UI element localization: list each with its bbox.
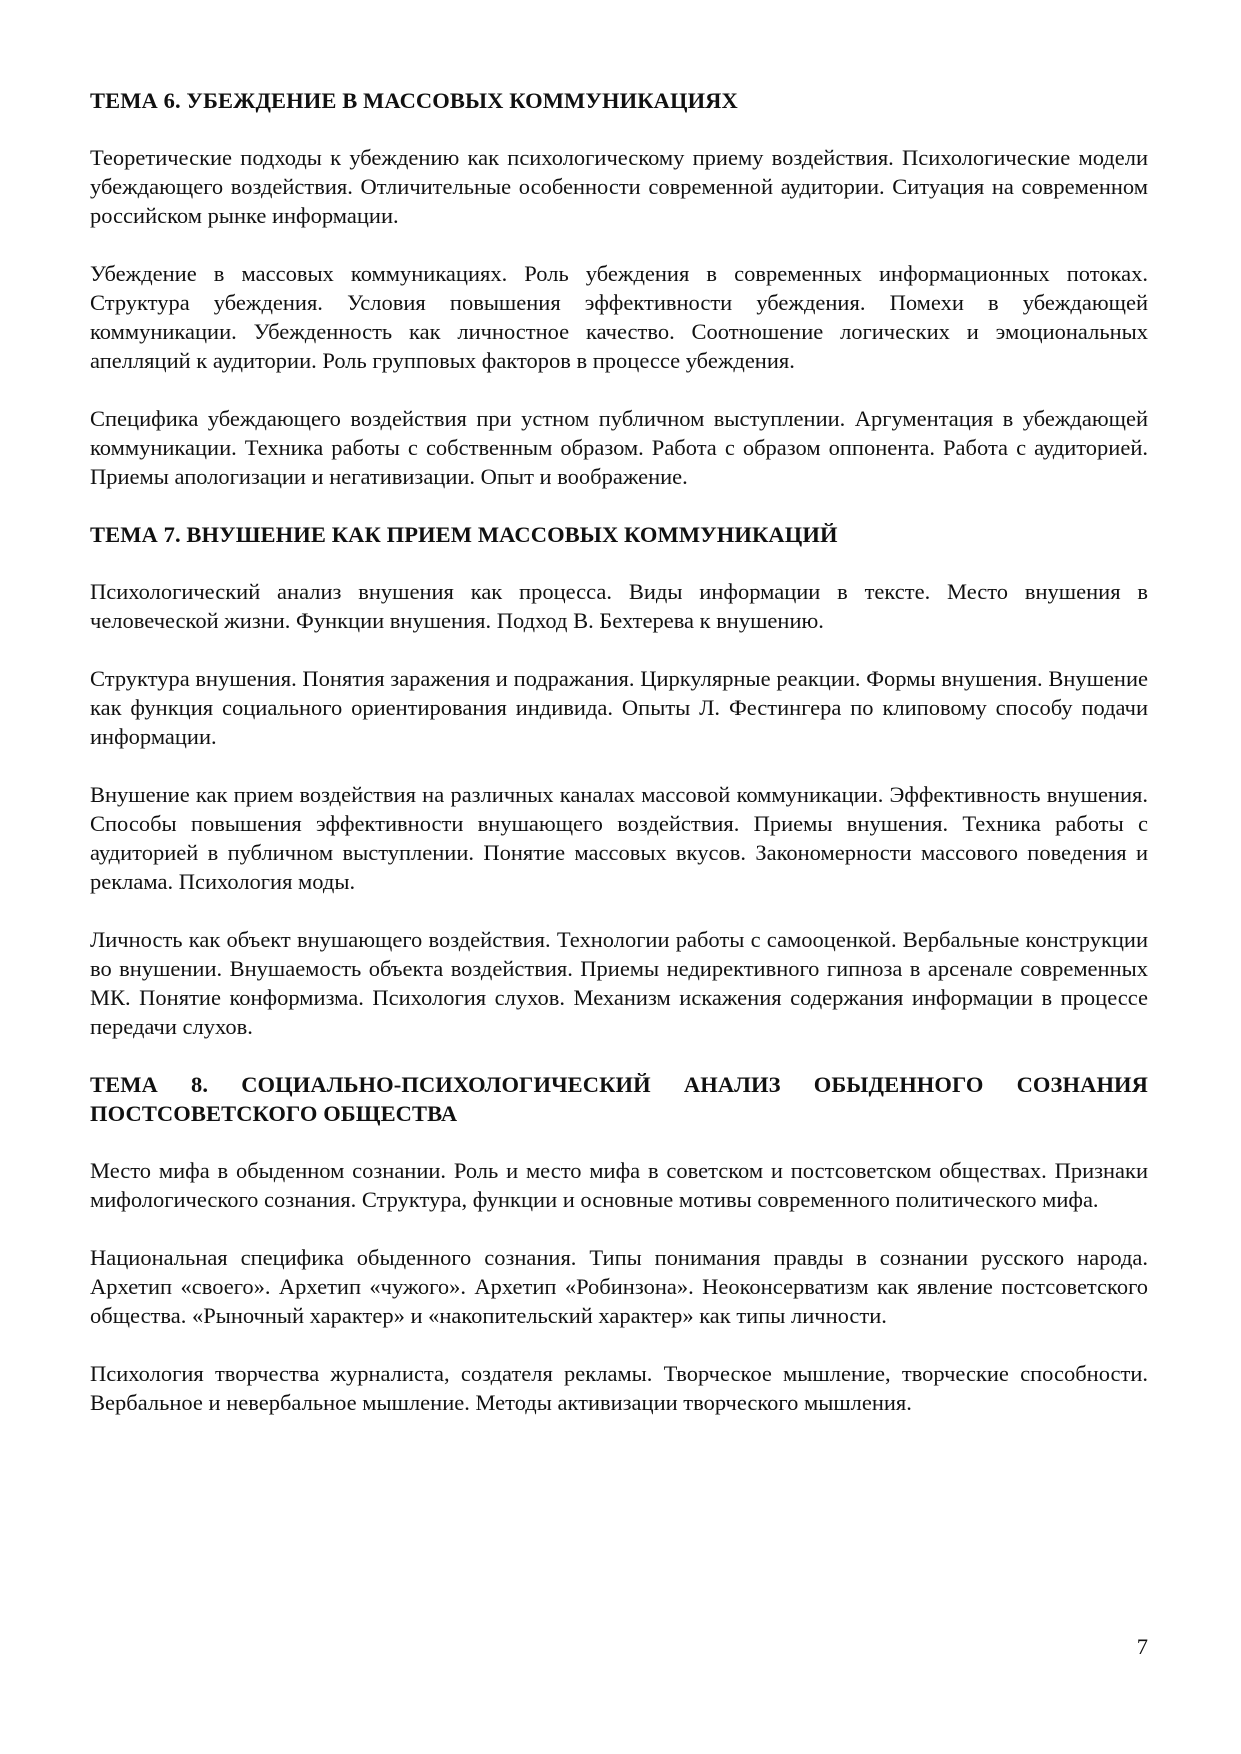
section-8-paragraph-1: Место мифа в обыденном сознании. Роль и место мифа в советском и постсоветском обществах. Признаки мифологического сознания. Структура, функции и основные мотивы современного политического мифа. [90, 1158, 1148, 1212]
section-6-paragraph-2: Убеждение в массовых коммуникациях. Роль убеждения в современных информационных потоках. Структура убеждения. Условия повышения эффективности убеждения. Помехи в убеждающей коммуникации. Убежденность как личностное качество. Соотношение логических и эмоциональных апелляций к аудитории. Роль групповых факторов в процессе убеждения. [90, 261, 1148, 373]
section-8-paragraph-3: Психология творчества журналиста, создателя рекламы. Творческое мышление, творческие способности. Вербальное и невербальное мышление. Методы активизации творческого мышления. [90, 1361, 1148, 1415]
section-title-8: ТЕМА 8. СОЦИАЛЬНО-ПСИХОЛОГИЧЕСКИЙ АНАЛИЗ ОБЫДЕННОГО СОЗНАНИЯ ПОСТСОВЕТСКОГО ОБЩЕСТВА [90, 1072, 1148, 1126]
section-7-paragraph-3: Внушение как прием воздействия на различных каналах массовой коммуникации. Эффективность внушения. Способы повышения эффективности внушающего воздействия. Приемы внушения. Техника работы с аудиторией в публичном выступлении. Понятие массовых вкусов. Закономерности массового поведения и реклама. Психология моды. [90, 782, 1148, 894]
section-7-paragraph-1: Психологический анализ внушения как процесса. Виды информации в тексте. Место внушения в человеческой жизни. Функции внушения. Подход В. Бехтерева к внушению. [90, 579, 1148, 633]
section-6-paragraph-1: Теоретические подходы к убеждению как психологическому приему воздействия. Психологические модели убеждающего воздействия. Отличительные особенности современной аудитории. Ситуация на современном российском рынке информации. [90, 145, 1148, 228]
section-6-paragraph-3: Специфика убеждающего воздействия при устном публичном выступлении. Аргументация в убеждающей коммуникации. Техника работы с собственным образом. Работа с образом оппонента. Работа с аудиторией. Приемы апологизации и негативизации. Опыт и воображение. [90, 406, 1148, 489]
section-title-7: ТЕМА 7. ВНУШЕНИЕ КАК ПРИЕМ МАССОВЫХ КОММУНИКАЦИЙ [90, 522, 838, 547]
section-title-6: ТЕМА 6. УБЕЖДЕНИЕ В МАССОВЫХ КОММУНИКАЦИЯХ [90, 88, 738, 113]
page-number: 7 [1136, 1634, 1148, 1659]
section-8-paragraph-2: Национальная специфика обыденного сознания. Типы понимания правды в сознании русского народа. Архетип «своего». Архетип «чужого». Архетип «Робинзона». Неоконсерватизм как явление постсоветского общества. «Рыночный характер» и «накопительский характер» как типы личности. [90, 1245, 1148, 1328]
section-7-paragraph-2: Структура внушения. Понятия заражения и подражания. Циркулярные реакции. Формы внушения. Внушение как функция социального ориентирования индивида. Опыты Л. Фестингера по клиповому способу подачи информации. [90, 666, 1148, 749]
section-7-paragraph-4: Личность как объект внушающего воздействия. Технологии работы с самооценкой. Вербальные конструкции во внушении. Внушаемость объекта воздействия. Приемы недирективного гипноза в арсенале современных МК. Понятие конформизма. Психология слухов. Механизм искажения содержания информации в процессе передачи слухов. [90, 927, 1148, 1039]
document-page [90, 86, 1148, 1446]
